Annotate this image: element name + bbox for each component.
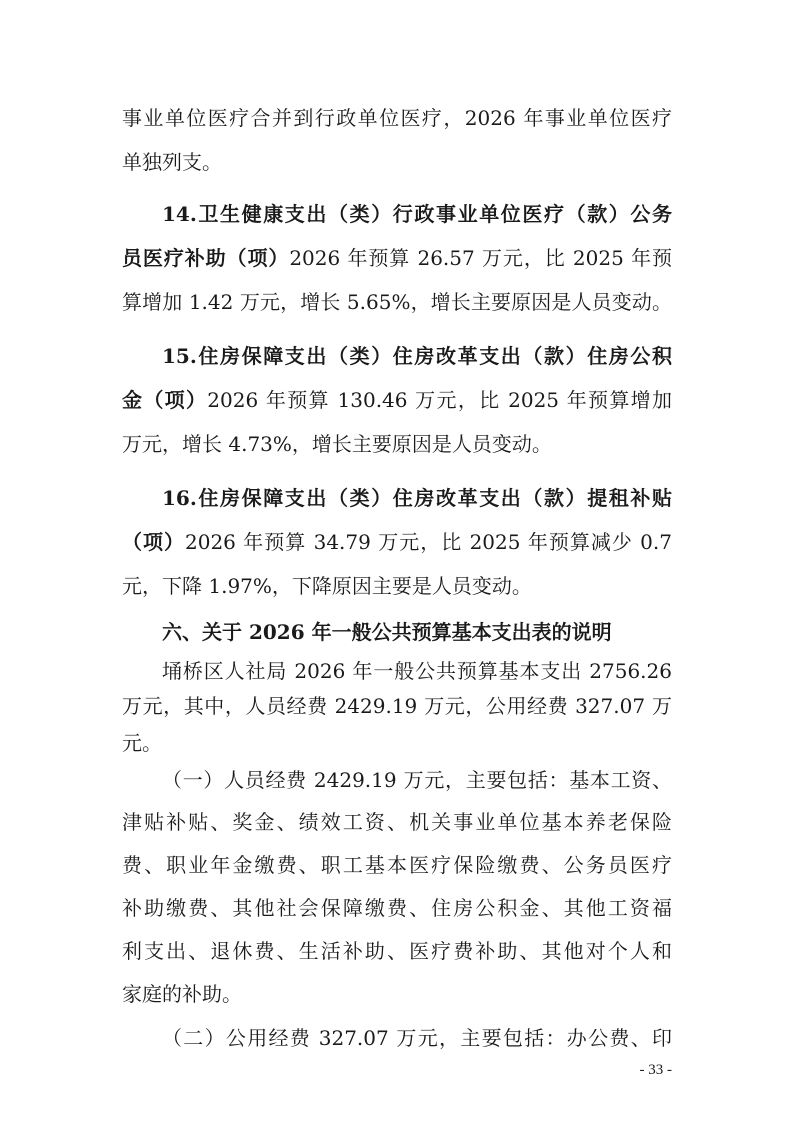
line-text: 埇桥区人社局 2026 年一般公共预算基本支出 2756.26 <box>162 659 672 683</box>
line-text: 费、职业年金缴费、职工基本医疗保险缴费、公务员医疗 <box>122 853 672 877</box>
section-heading <box>162 617 672 647</box>
line-bold-text: 16.住房保障支出（类）住房改革支出（款）提租补贴 <box>162 486 672 510</box>
text-line <box>122 527 672 557</box>
line-bold-text: 15.住房保障支出（类）住房改革支出（款）住房公积 <box>162 344 672 368</box>
text-line <box>122 807 672 837</box>
line-text: 家庭的补助。 <box>122 982 242 1006</box>
text-line <box>122 243 672 273</box>
line-text: 元。 <box>122 731 162 755</box>
text-line <box>122 979 672 1009</box>
item-15-heading-line <box>162 341 672 371</box>
text-line <box>122 287 672 317</box>
page-number: - 33 - <box>639 1062 672 1078</box>
text-line <box>122 691 672 721</box>
text-line <box>162 765 672 795</box>
text-line <box>162 656 672 686</box>
item-14-heading-line <box>162 199 672 229</box>
text-line <box>122 850 672 880</box>
line-text: 算增加 1.42 万元，增长 5.65%，增长主要原因是人员变动。 <box>122 290 672 314</box>
section-heading-text: 六、关于 2026 年一般公共预算基本支出表的说明 <box>162 620 612 644</box>
item-16-heading-line <box>162 483 672 513</box>
line-text: （二）公用经费 327.07 万元，主要包括：办公费、印 <box>162 1026 672 1050</box>
line-text: 补助缴费、其他社会保障缴费、住房公积金、其他工资福 <box>122 896 672 920</box>
text-line <box>122 429 672 459</box>
line-bold-text: （项） <box>122 530 185 554</box>
text-line <box>122 147 672 177</box>
line-text: 万元，增长 4.73%，增长主要原因是人员变动。 <box>122 432 552 456</box>
line-text: 2026 年预算 34.79 万元，比 2025 年预算减少 0.7 <box>185 530 672 554</box>
text-line <box>162 1023 672 1053</box>
text-line <box>122 571 672 601</box>
line-text: 2026 年预算 26.57 万元，比 2025 年预 <box>289 246 672 270</box>
line-text: （一）人员经费 2429.19 万元，主要包括：基本工资、 <box>162 768 672 792</box>
line-bold-text: 14.卫生健康支出（类）行政事业单位医疗（款）公务 <box>162 202 672 226</box>
text-line <box>122 385 672 415</box>
text-line <box>122 893 672 923</box>
line-text: 元，下降 1.97%，下降原因主要是人员变动。 <box>122 574 532 598</box>
line-text: 2026 年预算 130.46 万元，比 2025 年预算增加 <box>207 388 672 412</box>
line-bold-text: 金（项） <box>122 388 208 412</box>
text-line <box>122 103 672 133</box>
text-line <box>122 728 672 758</box>
line-text: 利支出、退休费、生活补助、医疗费补助、其他对个人和 <box>122 939 672 963</box>
line-text: 单独列支。 <box>122 150 222 174</box>
line-text: 事业单位医疗合并到行政单位医疗，2026 年事业单位医疗 <box>122 106 672 130</box>
line-text: 津贴补贴、奖金、绩效工资、机关事业单位基本养老保险 <box>122 810 672 834</box>
line-bold-text: 员医疗补助（项） <box>122 246 290 270</box>
text-line <box>122 936 672 966</box>
line-text: 万元，其中，人员经费 2429.19 万元，公用经费 327.07 万 <box>122 694 672 718</box>
